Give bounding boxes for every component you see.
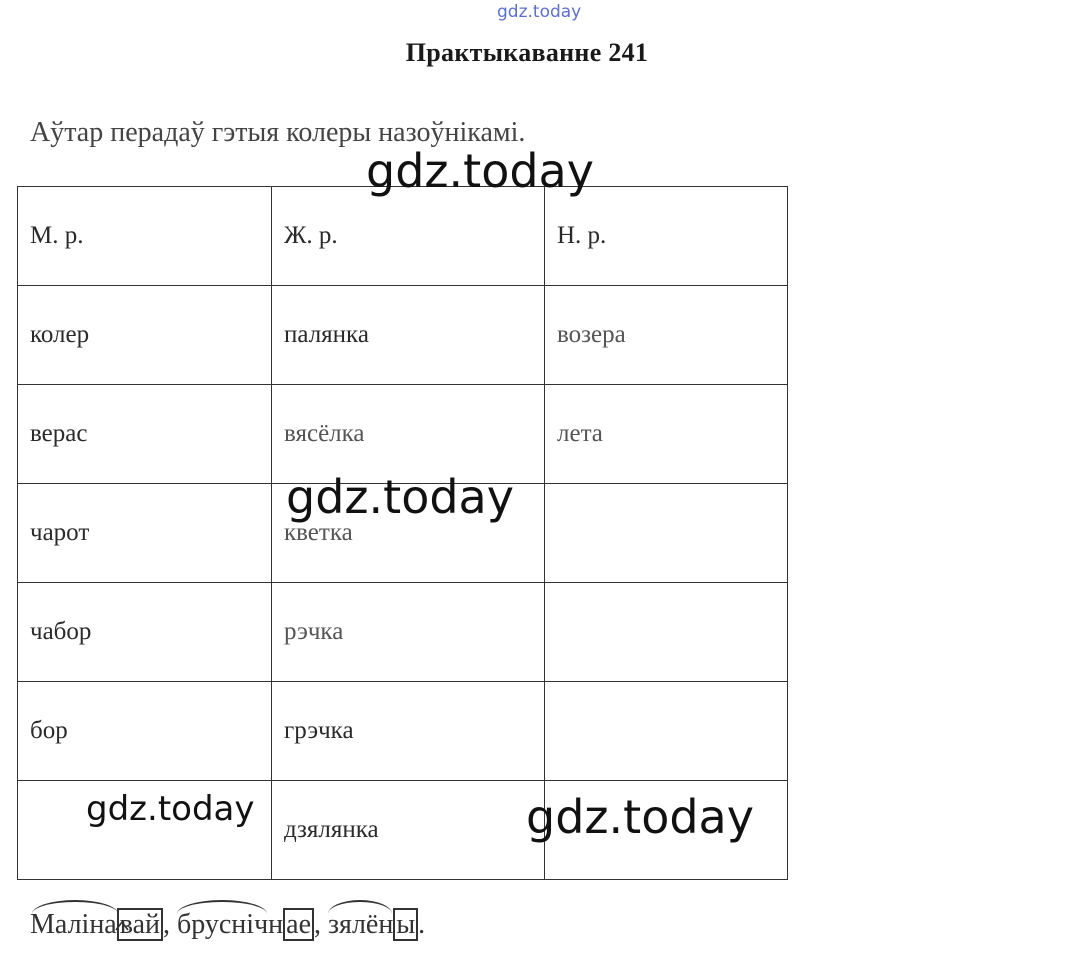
table-cell: палянка (272, 286, 545, 385)
stem-arc-icon (328, 900, 392, 914)
header-masculine: М. р. (18, 187, 272, 286)
answer-word-3 (328, 908, 418, 941)
table-cell: чарот (18, 484, 272, 583)
watermark-top: gdz.today (497, 2, 582, 22)
answer-word-1 (30, 908, 163, 941)
table-cell (545, 484, 788, 583)
table-cell: бор (18, 682, 272, 781)
table-cell (545, 583, 788, 682)
watermark: gdz.today (286, 470, 514, 524)
stem-arc-icon (177, 900, 267, 914)
table-row (18, 385, 788, 484)
word-stem: Маліна (30, 909, 117, 940)
separator: , (314, 909, 328, 940)
answer-word-2 (177, 908, 314, 941)
table-cell: рэчка (272, 583, 545, 682)
answer-line (30, 908, 425, 941)
table-cell: дзялянка (272, 781, 545, 880)
header-neuter: Н. р. (545, 187, 788, 286)
table-row (18, 682, 788, 781)
table-cell (545, 682, 788, 781)
table-cell: лета (545, 385, 788, 484)
exercise-instruction: Аўтар перадаў гэтыя колеры назоўнікамі. (30, 117, 526, 148)
table-cell: возера (545, 286, 788, 385)
word-stem: зялён (328, 909, 394, 940)
separator: , (163, 909, 177, 940)
header-feminine: Ж. р. (272, 187, 545, 286)
exercise-title: Практыкаванне 241 (405, 38, 649, 67)
watermark: gdz.today (86, 789, 255, 829)
table-cell: вясёлка (272, 385, 545, 484)
watermark: gdz.today (366, 144, 594, 198)
gender-table (17, 186, 788, 880)
table-cell: грэчка (272, 682, 545, 781)
table-cell: чабор (18, 583, 272, 682)
table-row (18, 286, 788, 385)
table-row (18, 583, 788, 682)
ending-box: ы (393, 908, 418, 941)
stem-arc-icon (32, 900, 118, 914)
watermark: gdz.today (526, 790, 754, 844)
table-cell: верас (18, 385, 272, 484)
table-cell: колер (18, 286, 272, 385)
ending-box: ае (283, 908, 314, 941)
ending-box: вай (117, 908, 163, 941)
table-header-row (18, 187, 788, 286)
table-cell: кветка (272, 484, 545, 583)
word-stem: бруснічн (177, 909, 284, 940)
period: . (418, 909, 426, 940)
